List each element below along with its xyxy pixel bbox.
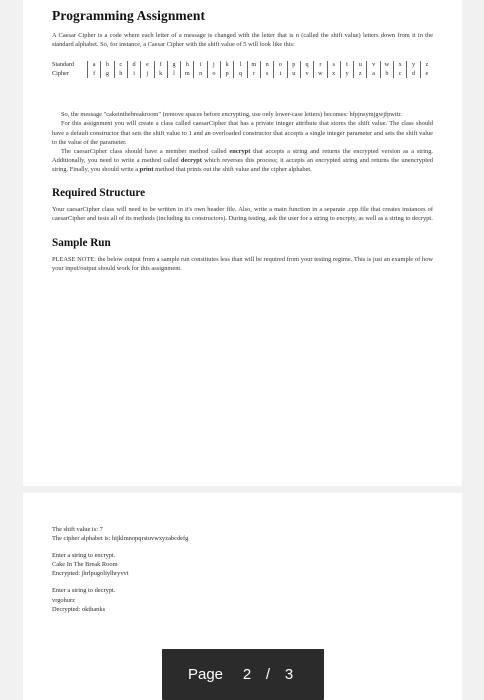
- cipher-alphabet-line: The cipher alphabet is: hijklmnopqrstuvwxyzabcdefg: [52, 535, 189, 543]
- sample-run-note: PLEASE NOTE: the below output from a sample run constitutes less than will be required from your testing regime. This is just an example of how your input/output should work for this assignment.: [52, 256, 433, 273]
- page-title: Programming Assignment: [52, 8, 206, 23]
- standard-letter: y: [406, 61, 419, 70]
- decrypt-keyword: decrypt: [180, 156, 202, 164]
- standard-letter: p: [287, 61, 300, 70]
- cipher-letter: a: [366, 70, 379, 79]
- decrypt-input-line: vrgohurz: [52, 596, 75, 604]
- encrypt-input-line: Cake In The Break Room: [52, 561, 118, 569]
- cipher-letter: d: [406, 70, 419, 79]
- sample-output: [52, 525, 433, 614]
- cipher-letter: q: [233, 70, 246, 79]
- standard-letter: z: [420, 61, 433, 70]
- cipher-letter: b: [380, 70, 393, 79]
- standard-letter: d: [127, 61, 140, 70]
- cipher-letter: j: [140, 70, 153, 79]
- intro-paragraph: A Caesar Cipher is a code where each letter of a message is changed with the letter that is n (called the shift value) letters down from it in the standard alphabet. So, for instance, a Caesar Cipher with the shift value of 5 will look like this:: [52, 32, 433, 49]
- encrypt-prompt-line: Enter a string to encrypt.: [52, 552, 116, 560]
- decrypt-result-line: Decrypted: okthanks: [52, 605, 106, 613]
- page-separator: /: [265, 666, 271, 683]
- cipher-letter: g: [100, 70, 113, 79]
- cipher-letter: h: [114, 70, 127, 79]
- cipher-row-label: Cipher: [52, 69, 69, 77]
- standard-letter: s: [327, 61, 340, 70]
- standard-letter: m: [247, 61, 260, 70]
- cipher-letter: v: [300, 70, 313, 79]
- print-keyword: print: [139, 165, 154, 173]
- standard-letter: h: [180, 61, 193, 70]
- required-structure-text: Your caesarCipher class will need to be written in it's own header file. Also, write a main function in a separate .cpp file that creates instances of caesarCipher and tests all of its methods (including its constructors). During testing, ask the user for a string to encrpty, as well as a string to decrypt.: [52, 206, 433, 223]
- encrypt-keyword: encrypt: [229, 147, 251, 155]
- total-pages-number: 3: [284, 666, 294, 683]
- cipher-letter: k: [154, 70, 167, 79]
- standard-letter: a: [87, 61, 100, 70]
- standard-letter: u: [353, 61, 366, 70]
- cipher-letter: e: [420, 70, 433, 79]
- cipher-letter: z: [353, 70, 366, 79]
- standard-letter: e: [140, 61, 153, 70]
- page-indicator: [162, 649, 324, 700]
- cipher-letter: c: [393, 70, 406, 79]
- cipher-letter: r: [247, 70, 260, 79]
- current-page-number: 2: [242, 666, 252, 683]
- standard-letter: j: [207, 61, 220, 70]
- standard-row-label: Standard: [52, 61, 74, 69]
- standard-letter: g: [167, 61, 180, 70]
- standard-letter: t: [340, 61, 353, 70]
- page-indicator-label: Page: [187, 666, 224, 683]
- cipher-letter: m: [180, 70, 193, 79]
- document-page-2-top: [23, 0, 462, 486]
- encrypt-result-line: Encrypted: jhrlpugoliylhryvvt: [52, 570, 129, 578]
- standard-letter: f: [154, 61, 167, 70]
- standard-letter: r: [313, 61, 326, 70]
- cipher-letter: t: [273, 70, 286, 79]
- cipher-letter: i: [127, 70, 140, 79]
- standard-letter: n: [260, 61, 273, 70]
- example-paragraph: So, the message "cakeinthebreakroom" (remove spaces before encrypting, use only lower-case letters) becomes: hfpjnsymjgwjfpwttr.: [61, 111, 402, 119]
- cipher-letter: f: [87, 70, 100, 79]
- standard-letter: v: [366, 61, 379, 70]
- required-structure-heading: Required Structure: [52, 187, 146, 200]
- class-description-paragraph: For this assignment you will create a class called caesarCipher that has a private integer attribute that stores the shift value. The class should have a default constructor that sets the shift value to 1 and an overloaded constructor that accepts a single integer parameter and sets the shift value to the value of the parameter.: [52, 120, 433, 146]
- standard-letter: i: [193, 61, 206, 70]
- cipher-letter: o: [207, 70, 220, 79]
- methods-paragraph: The caesarCipher class should have a member method called encrypt that accepts a string and returns the encrypted version as a string. Additionally, you need to write a method called decrypt which reverses this process; it accepts an encrypted string and returns the unencrypted string. Finally, you should write a print method that prints out the shift value and the cipher alphabet.: [52, 147, 433, 173]
- cipher-letter: w: [313, 70, 326, 79]
- shift-value-line: The shift value is: 7: [52, 526, 103, 533]
- cipher-table: [52, 61, 433, 78]
- cipher-letter: n: [193, 70, 206, 79]
- decrypt-prompt-line: Enter a string to decrypt.: [52, 587, 116, 595]
- standard-letter: k: [220, 61, 233, 70]
- standard-letter: b: [100, 61, 113, 70]
- standard-letter: x: [393, 61, 406, 70]
- cipher-letter: s: [260, 70, 273, 79]
- cipher-letter: p: [220, 70, 233, 79]
- cipher-letter: x: [327, 70, 340, 79]
- cipher-letter: y: [340, 70, 353, 79]
- standard-letter: c: [114, 61, 127, 70]
- standard-letter: o: [273, 61, 286, 70]
- standard-letter: w: [380, 61, 393, 70]
- standard-letter: l: [233, 61, 246, 70]
- standard-letter: q: [300, 61, 313, 70]
- sample-run-heading: Sample Run: [52, 237, 111, 250]
- cipher-letter: l: [167, 70, 180, 79]
- cipher-letter: u: [287, 70, 300, 79]
